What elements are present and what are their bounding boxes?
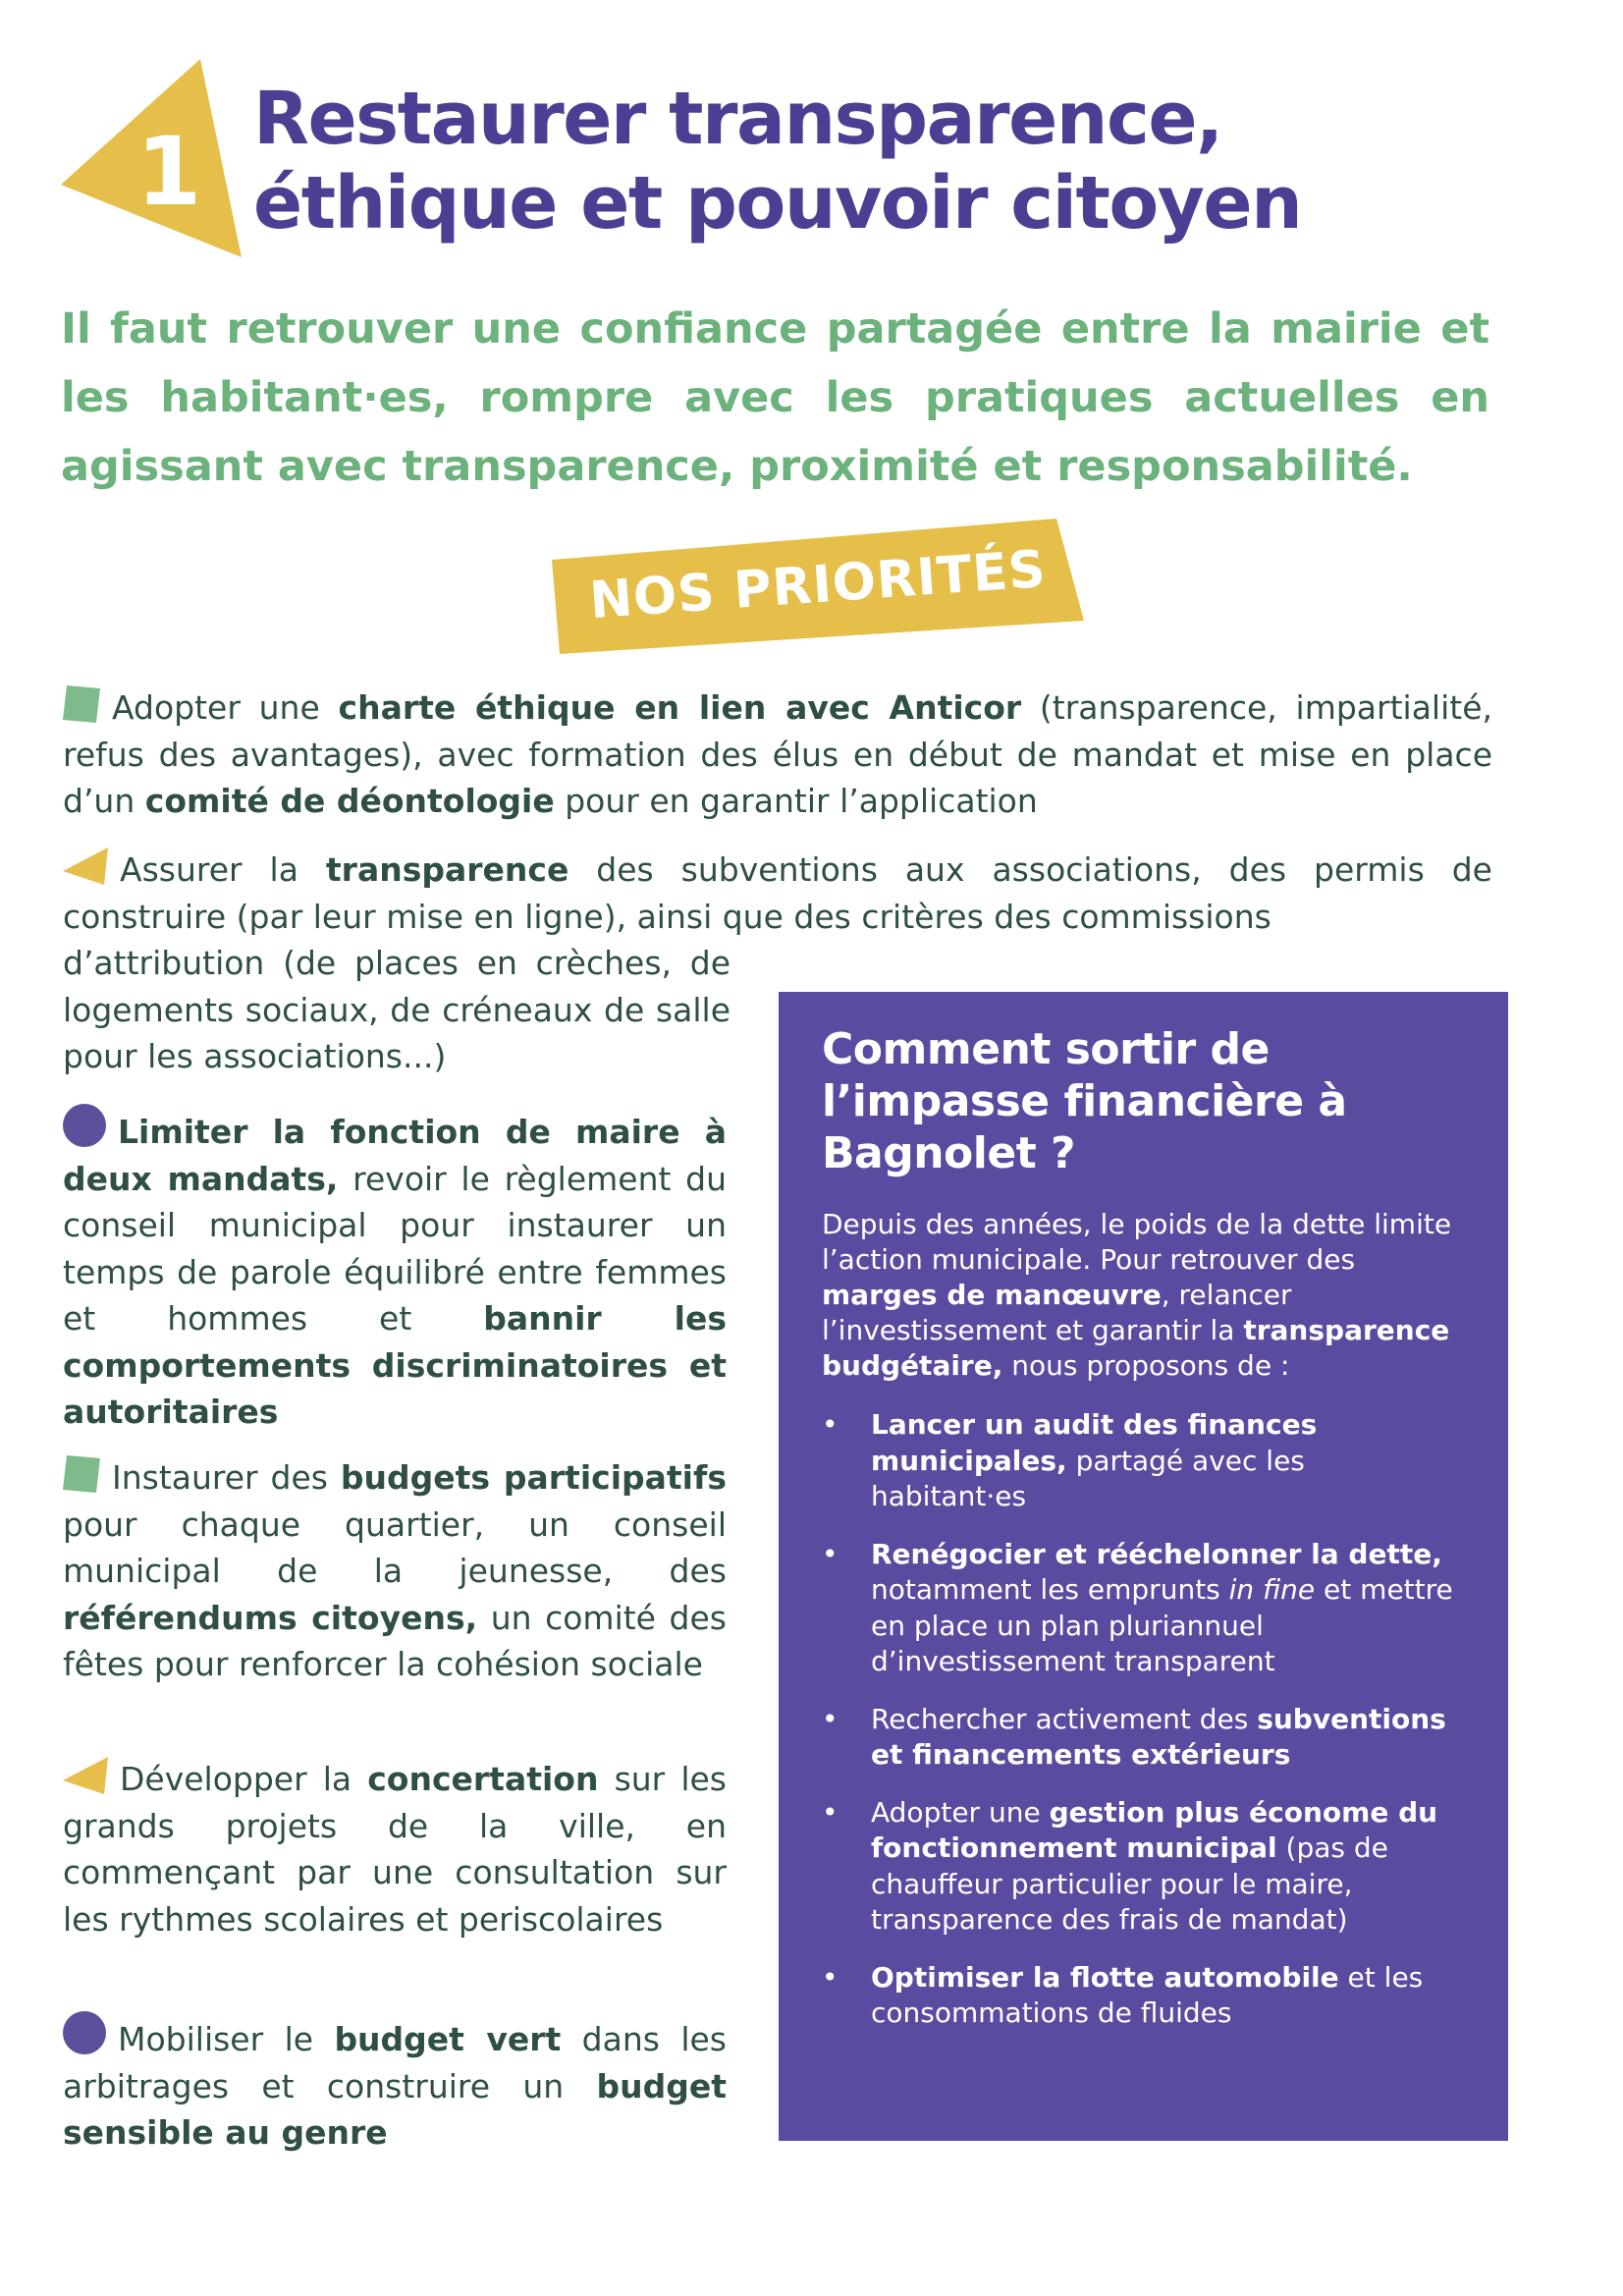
priority-transparency: Assurer la transparence des subventions aux associations, des permis de construire (par leur mise en ligne), ainsi que des critères des commissions <box>63 847 1492 940</box>
priority-green-budget: Mobiliser le budget vert dans les arbitrages et construire un budget sensible au genre <box>63 2011 727 2157</box>
section-number: 1 <box>135 117 202 227</box>
priority-transparency-continued: d’attribution (de places en crèches, de logements sociaux, de créneaux de salle pour les associations...) <box>63 944 730 1075</box>
list-item: • Lancer un audit des finances municipales, partagé avec les habitant·es <box>822 1408 1318 1512</box>
green-square-icon <box>63 685 100 723</box>
finance-proposals-list <box>822 1407 1465 2032</box>
finance-box-intro: Depuis des années, le poids de la dette limite l’action municipale. Pour retrouver des marges de manœuvre, relancer l’investissement et garantir la transparence budgétaire, nous proposons de : <box>822 1208 1452 1382</box>
yellow-triangle-icon <box>63 847 108 885</box>
finance-sidebar-box <box>779 992 1508 2141</box>
green-square-icon <box>63 1455 100 1493</box>
yellow-triangle-icon <box>63 1757 108 1794</box>
title-line-2: éthique et pouvoir citoyen <box>253 161 1302 246</box>
list-item: • Optimiser la flotte automobile et les consommations de fluides <box>822 1960 1424 2029</box>
priority-participatory-budgets: Instaurer des budgets participatifs pour chaque quartier, un conseil municipal de la jeunesse, des référendums citoyens, un comité des fêtes pour renforcer la cohésion sociale <box>63 1454 727 1688</box>
priority-consultation: Développer la concertation sur les grands projets de la ville, en commençant par une consultation sur les rythmes scolaires et periscolaires <box>63 1756 727 1942</box>
list-item: • Adopter une gestion plus économe du fonctionnement municipal (pas de chauffeur particulier pour le maire, transparence des frais de mandat) <box>822 1795 1438 1936</box>
title-number-triangle <box>61 59 242 257</box>
finance-box-title: Comment sortir de l’impasse financière à Bagnolet ? <box>822 1024 1347 1178</box>
page-title <box>253 77 1530 246</box>
list-item: • Renégocier et rééchelonner la dette, notamment les emprunts in fine et mettre en place un plan pluriannuel d’investissement transparent <box>822 1537 1453 1677</box>
title-line-1: Restaurer transparence, <box>253 77 1222 161</box>
purple-circle-icon <box>63 1104 106 1147</box>
intro-paragraph: Il faut retrouver une confiance partagée entre la mairie et les habitant·es, rompre avec les pratiques actuelles en agissant avec transparence, proximité et responsabilité. <box>61 304 1489 491</box>
priority-ethics-charter: Adopter une charte éthique en lien avec Anticor (transparence, impartialité, refus des avantages), avec formation des élus en début de mandat et mise en place d’un comité de déontologie pour en garantir l’application <box>63 684 1492 825</box>
purple-circle-icon <box>63 2011 106 2054</box>
priorities-banner: NOS PRIORITÉS <box>587 539 1049 631</box>
priority-mayor-term-limit: Limiter la fonction de maire à deux mandats, revoir le règlement du conseil municipal pour instaurer un temps de parole équilibré entre femmes et hommes et bannir les comportements discriminatoires et autoritaires <box>63 1104 727 1436</box>
list-item: • Rechercher activement des subventions et financements extérieurs <box>822 1702 1446 1771</box>
